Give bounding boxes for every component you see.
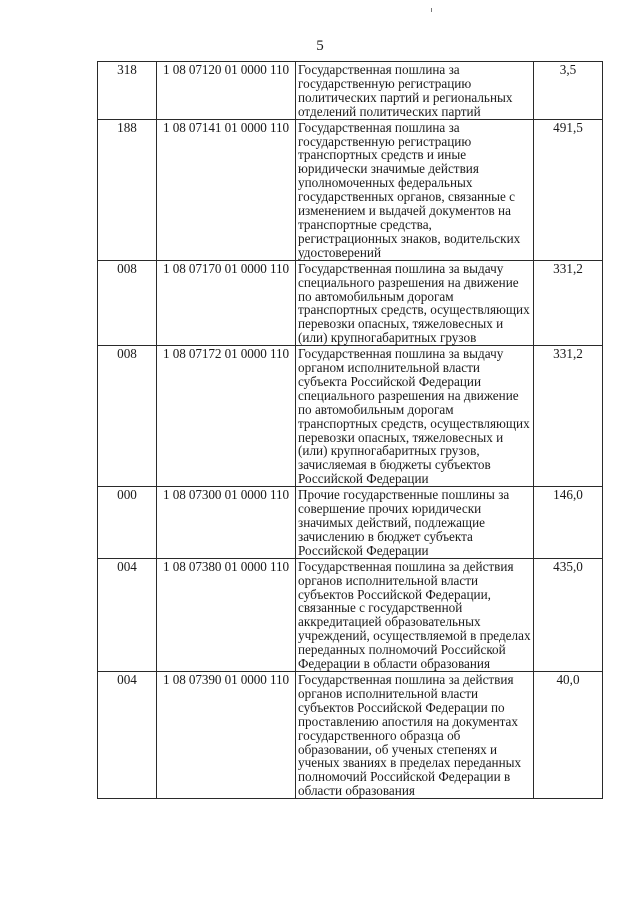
amount-cell: 331,2 [534, 346, 603, 487]
amount-cell: 491,5 [534, 119, 603, 260]
table-row [98, 558, 603, 671]
admin-code-cell: 008 [98, 346, 157, 487]
admin-code-cell: 008 [98, 260, 157, 345]
table-row [98, 260, 603, 345]
table-row [98, 119, 603, 260]
budget-code-cell: 1 08 07172 01 0000 110 [157, 346, 296, 487]
amount-cell: 435,0 [534, 558, 603, 671]
fee-name-cell: Государственная пошлина за государственную регистрацию транспортных средств и иные юридически значимые действия уполномоченных федеральных государственных органов, связанные с изменением и выдачей документов на транспортные средства, регистрационных знаков, водительских удостоверений [296, 119, 534, 260]
table-row [98, 346, 603, 487]
amount-cell: 146,0 [534, 487, 603, 559]
table-row [98, 62, 603, 120]
admin-code-cell: 000 [98, 487, 157, 559]
table-row [98, 671, 603, 798]
budget-code-cell: 1 08 07141 01 0000 110 [157, 119, 296, 260]
budget-code-cell: 1 08 07300 01 0000 110 [157, 487, 296, 559]
fee-name-cell: Государственная пошлина за государственную регистрацию политических партий и региональных отделений политических партий [296, 62, 534, 120]
admin-code-cell: 188 [98, 119, 157, 260]
admin-code-cell: 318 [98, 62, 157, 120]
budget-code-cell: 1 08 07120 01 0000 110 [157, 62, 296, 120]
fee-name-cell: Государственная пошлина за выдачу специального разрешения на движение по автомобильным дорогам транспортных средств, осуществляющих перевозки опасных, тяжеловесных и (или) крупногабаритных грузов [296, 260, 534, 345]
budget-code-cell: 1 08 07390 01 0000 110 [157, 671, 296, 798]
page-number: 5 [316, 38, 324, 54]
amount-cell: 40,0 [534, 671, 603, 798]
budget-code-cell: 1 08 07380 01 0000 110 [157, 558, 296, 671]
admin-code-cell: 004 [98, 671, 157, 798]
admin-code-cell: 004 [98, 558, 157, 671]
fee-name-cell: Государственная пошлина за действия органов исполнительной власти субъектов Российской Федерации, связанные с государственной аккредитацией образовательных учреждений, осуществляемой в пределах переданных полномочий Российской Федерации в области образования [296, 558, 534, 671]
amount-cell: 331,2 [534, 260, 603, 345]
amount-cell: 3,5 [534, 62, 603, 120]
revenue-table [97, 61, 603, 799]
fee-name-cell: Государственная пошлина за выдачу органом исполнительной власти субъекта Российской Федерации специального разрешения на движение по автомобильным дорогам транспортных средств, осуществляющих перевозки опасных, тяжеловесных и (или) крупногабаритных грузов, зачисляемая в бюджеты субъектов Российской Федерации [296, 346, 534, 487]
budget-code-cell: 1 08 07170 01 0000 110 [157, 260, 296, 345]
fee-name-cell: Государственная пошлина за действия органов исполнительной власти субъектов Российской Федерации по проставлению апостиля на документах государственного образца об образовании, об ученых степенях и ученых званиях в пределах переданных полномочий Российской Федерации в области образования [296, 671, 534, 798]
table-row [98, 487, 603, 559]
fee-name-cell: Прочие государственные пошлины за совершение прочих юридически значимых действий, подлежащие зачислению в бюджет субъекта Российской Федерации [296, 487, 534, 559]
scan-speck [431, 8, 432, 12]
revenue-table-body [98, 62, 603, 799]
